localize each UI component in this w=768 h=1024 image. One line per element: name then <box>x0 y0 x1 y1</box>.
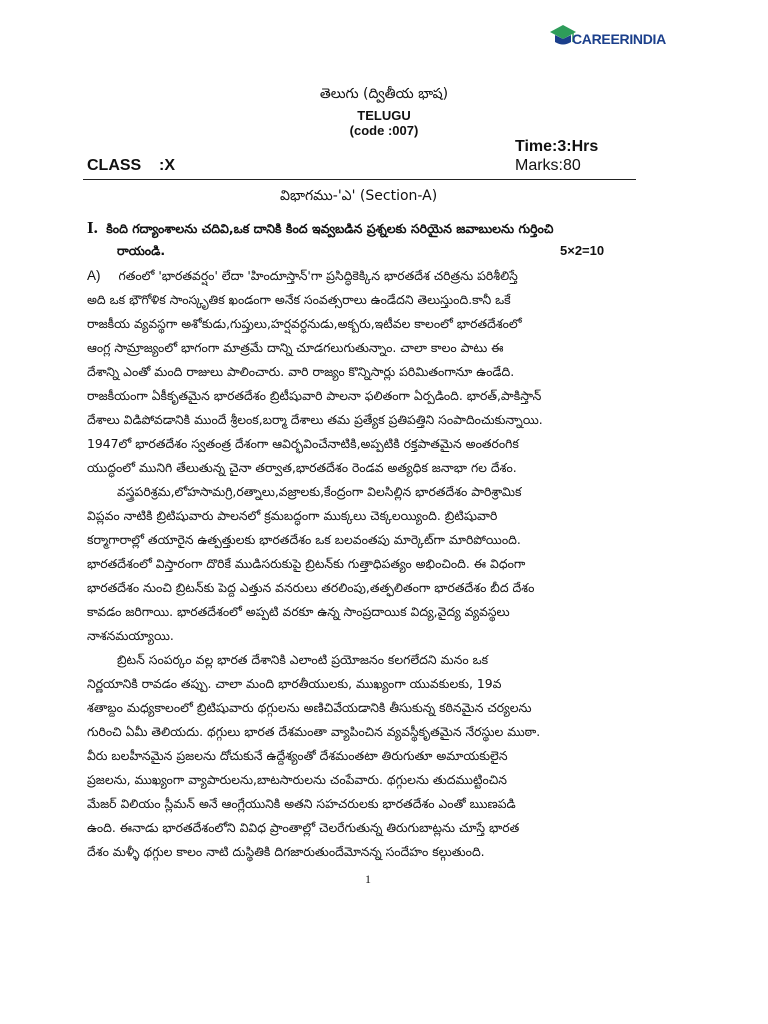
passage-line: విప్లవం నాటికి బ్రిటిషువారు పాలనలో క్రమబద్ధంగా ముక్కలు చెక్కలయ్యింది. బ్రిటిషువారి <box>87 508 498 523</box>
question-text-line2: రాయండి. <box>117 243 166 258</box>
header-divider <box>83 179 636 180</box>
passage-line: శతాబ్దం మధ్యకాలంలో బ్రిటిషువారు థగ్గులను అణిచివేయడానికి తీసుకున్న కఠినమైన చర్యలను <box>87 700 532 715</box>
class-label: CLASS :X <box>87 157 176 174</box>
passage-line: బ్రిటన్ సంపర్కం వల్ల భారత దేశానికి ఎలాంటి ప్రయోజనం కలగలేదని మనం ఒక <box>117 652 489 667</box>
page-number: 1 <box>365 872 371 886</box>
subject-title-telugu: తెలుగు (ద్వితీయ భాష) <box>319 86 449 102</box>
passage-line: ఉంది. ఈనాడు భారతదేశంలోని వివిధ ప్రాంతాల్లో చెలరేగుతున్న తిరుగుబాట్లను చూస్తే భారత <box>87 820 520 835</box>
passage-line: యుద్ధంలో మునిగి తేలుతున్న చైనా తర్వాత,భారతదేశం రెండవ అత్యధిక జనాభా గల దేశం. <box>87 460 517 475</box>
passage-line: కర్మాగారాల్లో తయారైన ఉత్పత్తులకు భారతదేశం ఒక బలవంతపు మార్కెట్‌గా మారిపోయింది. <box>87 532 521 547</box>
passage-line: 1947లో భారతదేశం స్వతంత్ర దేశంగా ఆవిర్భవించేనాటికి,అప్పటికి రక్తపాతమైన అంతరంగిక <box>87 436 519 451</box>
passage-line <box>87 264 645 288</box>
passage-line: ప్రజలను, ముఖ్యంగా వ్యాపారులను,బాటసారులను చంపేవారు. థగ్గులను తుదముట్టించిన <box>87 772 507 787</box>
passage-label: A) <box>87 268 101 283</box>
passage-line: వస్త్రపరిశ్రమ,లోహసామగ్రి,రత్నాలు,వజ్రాలకు,కేంద్రంగా విలసిల్లిన భారతదేశం పారిశ్రామిక <box>117 484 522 499</box>
exam-time: Time:3:Hrs <box>515 138 599 155</box>
passage-line: భారతదేశంలో విస్తారంగా దొరికే ముడిసరుకుపై బ్రిటన్‌కు గుత్తాధిపత్యం అభించింది. ఈ విధంగా <box>87 556 526 571</box>
question-marks: 5×2=10 <box>560 243 605 258</box>
passage-line: రాజకీయంగా ఏకీకృతమైన భారతదేశం బ్రిటీషువారి పాలనా ఫలితంగా ఏర్పడింది. భారత్,పాకిస్తాన్ <box>87 388 542 403</box>
careerindia-logo <box>548 20 748 56</box>
passage-line: కావడం జరిగాయి. భారతదేశంలో అప్పటి వరకూ ఉన్న సాంప్రదాయిక విద్య,వైద్య వ్యవస్థలు <box>87 604 510 619</box>
passage-line: వీరు బలహీనమైన ప్రజలను దోచుకునే ఉద్దేశ్యంతో దేశమంతటా తిరుగుతూ అమాయకులైన <box>87 748 508 763</box>
passage-line: అది ఒక భౌగోళిక సాంస్కృతిక ఖండంగా అనేక సంవత్సరాలు ఉండేదని తెలుస్తుంది.కానీ ఒకే <box>87 292 511 307</box>
passage-line: మేజర్ విలియం స్లీమన్ అనే ఆంగ్లేయునికి అతని సహచరులకు భారతదేశం ఎంతో ఋణపడి <box>87 796 516 811</box>
passage-line: రాజకీయ వ్యవస్థగా అశోకుడు,గుప్తులు,హర్షవర్ధనుడు,అక్బరు,ఇటీవల కాలంలో భారతదేశంలో <box>87 316 522 331</box>
logo-text: CAREERINDIA <box>572 31 666 47</box>
passage-line: దేశాలు విడిపోవడానికి ముందే శ్రీలంక,బర్మా దేశాలు తమ ప్రత్యేక ప్రతిపత్తిని సంపాదించుకున్నాయి. <box>87 412 543 427</box>
passage-line: దేశం మళ్ళీ థగ్గుల కాలం నాటి దుస్థితికి దిగజారుతుందేమోనన్న సందేహం కల్గుతుంది. <box>87 844 485 859</box>
question-number: I. <box>87 218 98 237</box>
subject-title-english: TELUGU <box>357 108 411 123</box>
subject-code: (code :007) <box>349 123 419 138</box>
question-instruction <box>87 218 642 240</box>
total-marks: Marks:80 <box>515 157 581 174</box>
passage-line: దేశాన్ని ఎంతో మంది రాజులు పాలించారు. వారి రాజ్యం కొన్నిసార్లు పరిమితంగానూ ఉండేది. <box>87 364 515 379</box>
passage-line: నాశనమయ్యాయి. <box>87 628 174 643</box>
passage-line: ఆంగ్ల సామ్రాజ్యంలో భాగంగా మాత్రమే దాన్ని చూడగలుగుతున్నాం. చాలా కాలం పాటు ఈ <box>87 340 504 355</box>
question-text-line1: కింది గద్యాంశాలను చదివి,ఒక దానికి కింద ఇవ్వబడిన ప్రశ్నలకు సరియైన జవాబులను గుర్తించి <box>106 221 554 236</box>
passage-line-text: గతంలో 'భారతవర్షం' లేదా 'హిందూస్తాన్'గా ప్రసిద్ధికెక్కిన భారతదేశ చరిత్రను పరిశీలిస్తే <box>118 268 518 283</box>
passage-line: నిర్ణయానికి రావడం తప్పు. చాలా మంది భారతీయులకు, ముఖ్యంగా యువకులకు, 19వ <box>87 676 502 691</box>
passage-line: గురించి ఏమీ తెలియదు. థగ్గులు భారత దేశమంతా వ్యాపించిన వ్యవస్థీకృతమైన నేరస్థుల ముఠా. <box>87 724 541 739</box>
section-title: విభాగము-'ఎ' (Section-A) <box>280 188 438 204</box>
passage-line: భారతదేశం నుంచి బ్రిటన్‌కు పెద్ద ఎత్తున వనరులు తరలింపు,తత్ఫలితంగా భారతదేశం బీద దేశం <box>87 580 535 595</box>
